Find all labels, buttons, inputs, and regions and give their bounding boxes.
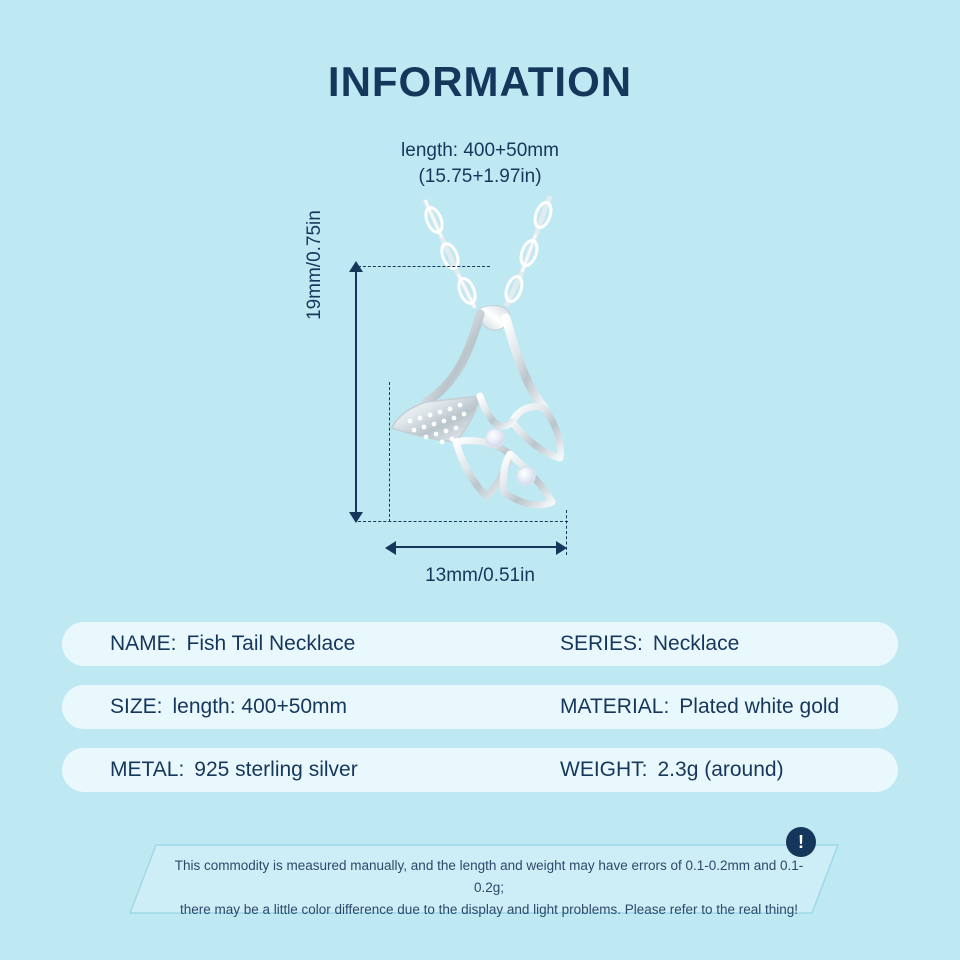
spec-cell-metal [110, 758, 560, 782]
dimension-label-height: 19mm/0.75in [304, 210, 325, 320]
dimension-line-horizontal [392, 546, 564, 548]
page-title: INFORMATION [327, 58, 633, 105]
spec-value: Fish Tail Necklace [186, 632, 356, 655]
dimension-guide-left [389, 382, 390, 522]
spec-label: SERIES: [560, 632, 643, 655]
length-caption [0, 138, 960, 190]
fish-tail-necklace-illustration [330, 190, 630, 590]
spec-value: 925 sterling silver [194, 758, 358, 781]
table-row [62, 748, 898, 792]
spec-label: NAME: [110, 632, 177, 655]
dimension-arrow-left [385, 541, 396, 555]
spec-cell-size [110, 695, 560, 719]
spec-cell-series [560, 632, 739, 656]
length-caption-line2: (15.75+1.97in) [418, 166, 542, 187]
warning-icon: ! [786, 827, 816, 857]
opal-stone-lower [517, 467, 535, 485]
disclaimer-line2: there may be a little color difference due to the display and light problems. Please refer to the real thing! [179, 902, 799, 917]
spec-label: SIZE: [110, 695, 163, 718]
dimension-arrow-right [556, 541, 567, 555]
spec-table [62, 622, 898, 811]
spec-label: WEIGHT: [560, 758, 648, 781]
dimension-guide-top [358, 266, 490, 267]
spec-cell-name [110, 632, 560, 656]
spec-value: Plated white gold [679, 695, 840, 718]
dimension-line-vertical [355, 268, 357, 522]
table-row [62, 622, 898, 666]
table-row [62, 685, 898, 729]
spec-label: METAL: [110, 758, 185, 781]
product-image [330, 190, 630, 590]
spec-value: 2.3g (around) [657, 758, 784, 781]
opal-stone-upper [486, 429, 504, 447]
spec-value: Necklace [652, 632, 740, 655]
dimension-label-width: 13mm/0.51in [425, 565, 535, 586]
disclaimer-line1: This commodity is measured manually, and the length and weight may have errors of 0.1-0.2mm and 0.1-0.2g; [174, 858, 804, 895]
spec-cell-material [560, 695, 839, 719]
spec-label: MATERIAL: [560, 695, 670, 718]
spec-value: length: 400+50mm [172, 695, 348, 718]
length-caption-line1: length: 400+50mm [401, 140, 559, 161]
spec-cell-weight [560, 758, 784, 782]
disclaimer [128, 832, 840, 917]
disclaimer-text [164, 855, 814, 921]
